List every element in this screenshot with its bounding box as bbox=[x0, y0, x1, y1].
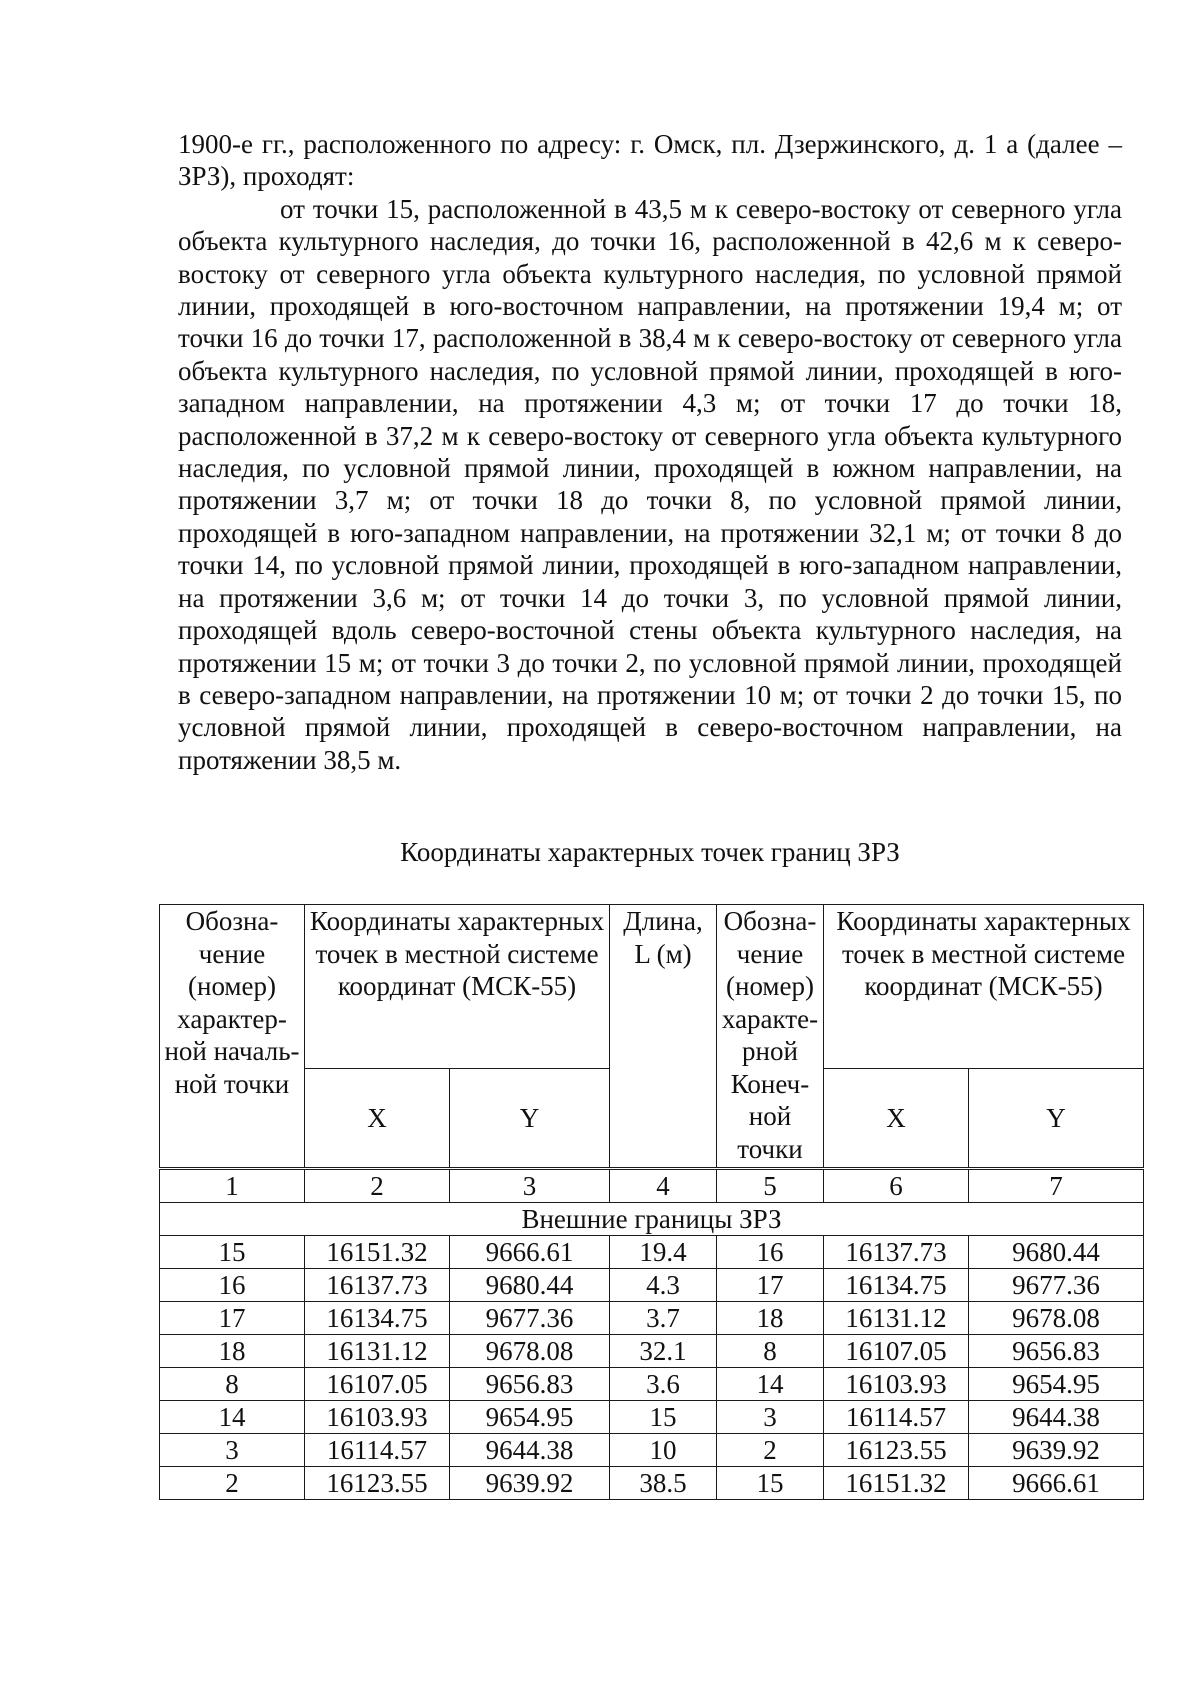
cell-y-start: 9656.83 bbox=[450, 1368, 610, 1401]
table-caption: Координаты характерных точек границ ЗРЗ bbox=[400, 837, 900, 867]
cell-x-end: 16123.55 bbox=[824, 1434, 969, 1467]
cell-x-start: 16131.12 bbox=[305, 1335, 450, 1368]
paragraph-intro: 1900-е гг., расположенного по адресу: г. Омск, пл. Дзержинского, д. 1 а (далее – ЗРЗ), проходят: bbox=[178, 129, 1122, 192]
header-coords-start: Координаты характерных точек в местной системе координат (МСК-55) bbox=[305, 905, 610, 1069]
cell-x-start: 16134.75 bbox=[305, 1302, 450, 1335]
cell-y-start: 9666.61 bbox=[450, 1236, 610, 1269]
paragraph-boundary-description: от точки 15, расположенной в 43,5 м к северо-востоку от северного угла объекта культурного наследия, до точки 16, расположенной в 42,6 м к северо-востоку от северного угла объекта культурного наследия, по условной прямой линии, проходящей в юго-восточном направлении, на протяжении 19,4 м; от точки 16 до точки 17, расположенной в 38,4 м к северо-востоку от северного угла объекта культурного наследия, по условной прямой линии, проходящей в юго-западном направлении, на протяжении 4,3 м; от точки 17 до точки 18, расположенной в 37,2 м к северо-востоку от северного угла объекта культурного наследия, по условной прямой линии, проходящей в южном направлении, на протяжении 3,7 м; от точки 18 до точки 8, по условной прямой линии, проходящей в юго-западном направлении, на протяжении 32,1 м; от точки 8 до точки 14, по условной прямой линии, проходящей в юго-западном направлении, на протяжении 3,6 м; от точки 14 до точки 3, по условной прямой линии, проходящей вдоль северо-восточной стены объекта культурного наследия, на протяжении 15 м; от точки 3 до точки 2, по условной прямой линии, проходящей в северо-западном направлении, на протяжении 10 м; от точки 2 до точки 15, по условной прямой линии, проходящей в северо-восточном направлении, на протяжении 38,5 м. bbox=[178, 193, 1122, 775]
column-number: 3 bbox=[450, 1169, 610, 1203]
cell-end-point: 17 bbox=[717, 1269, 824, 1302]
cell-length: 3.7 bbox=[610, 1302, 717, 1335]
column-number: 7 bbox=[969, 1169, 1144, 1203]
cell-y-end: 9656.83 bbox=[969, 1335, 1144, 1368]
cell-start-point: 14 bbox=[160, 1401, 305, 1434]
table-row bbox=[160, 1434, 1144, 1467]
cell-x-start: 16103.93 bbox=[305, 1401, 450, 1434]
cell-y-end: 9677.36 bbox=[969, 1269, 1144, 1302]
table-row bbox=[160, 1269, 1144, 1302]
header-end-point: Обозна-чение (номер) характе-рной Конеч-ной точки bbox=[717, 905, 824, 1169]
header-x-start: X bbox=[305, 1069, 450, 1169]
cell-end-point: 2 bbox=[717, 1434, 824, 1467]
table-header-row bbox=[160, 905, 1144, 1069]
column-number: 4 bbox=[610, 1169, 717, 1203]
cell-x-start: 16123.55 bbox=[305, 1467, 450, 1500]
coordinates-table bbox=[159, 904, 1144, 1500]
cell-length: 19.4 bbox=[610, 1236, 717, 1269]
cell-y-end: 9678.08 bbox=[969, 1302, 1144, 1335]
cell-y-start: 9644.38 bbox=[450, 1434, 610, 1467]
table-row bbox=[160, 1302, 1144, 1335]
cell-x-end: 16134.75 bbox=[824, 1269, 969, 1302]
column-number: 2 bbox=[305, 1169, 450, 1203]
cell-length: 32.1 bbox=[610, 1335, 717, 1368]
cell-start-point: 18 bbox=[160, 1335, 305, 1368]
table-row bbox=[160, 1401, 1144, 1434]
cell-length: 15 bbox=[610, 1401, 717, 1434]
table-row bbox=[160, 1467, 1144, 1500]
cell-y-start: 9639.92 bbox=[450, 1467, 610, 1500]
cell-x-end: 16114.57 bbox=[824, 1401, 969, 1434]
column-number: 1 bbox=[160, 1169, 305, 1203]
cell-end-point: 8 bbox=[717, 1335, 824, 1368]
cell-start-point: 2 bbox=[160, 1467, 305, 1500]
header-start-point: Обозна-чение (номер) характер-ной началь-ной точки bbox=[160, 905, 305, 1169]
cell-start-point: 17 bbox=[160, 1302, 305, 1335]
column-number-row bbox=[160, 1169, 1144, 1203]
cell-y-start: 9677.36 bbox=[450, 1302, 610, 1335]
body-text bbox=[178, 128, 1122, 776]
cell-end-point: 18 bbox=[717, 1302, 824, 1335]
cell-y-start: 9654.95 bbox=[450, 1401, 610, 1434]
coordinates-table-wrapper bbox=[159, 904, 1143, 1500]
cell-start-point: 8 bbox=[160, 1368, 305, 1401]
cell-x-end: 16151.32 bbox=[824, 1467, 969, 1500]
cell-length: 10 bbox=[610, 1434, 717, 1467]
cell-x-start: 16137.73 bbox=[305, 1269, 450, 1302]
cell-end-point: 16 bbox=[717, 1236, 824, 1269]
header-length: Длина, L (м) bbox=[610, 905, 717, 1169]
cell-y-end: 9680.44 bbox=[969, 1236, 1144, 1269]
cell-x-end: 16137.73 bbox=[824, 1236, 969, 1269]
cell-length: 3.6 bbox=[610, 1368, 717, 1401]
cell-y-end: 9644.38 bbox=[969, 1401, 1144, 1434]
cell-x-start: 16151.32 bbox=[305, 1236, 450, 1269]
cell-end-point: 14 bbox=[717, 1368, 824, 1401]
section-row bbox=[160, 1203, 1144, 1236]
cell-start-point: 16 bbox=[160, 1269, 305, 1302]
column-number: 5 bbox=[717, 1169, 824, 1203]
cell-x-end: 16131.12 bbox=[824, 1302, 969, 1335]
cell-x-start: 16114.57 bbox=[305, 1434, 450, 1467]
cell-start-point: 15 bbox=[160, 1236, 305, 1269]
header-coords-end: Координаты характерных точек в местной системе координат (МСК-55) bbox=[824, 905, 1144, 1069]
header-x-end: X bbox=[824, 1069, 969, 1169]
cell-length: 4.3 bbox=[610, 1269, 717, 1302]
cell-y-start: 9680.44 bbox=[450, 1269, 610, 1302]
cell-length: 38.5 bbox=[610, 1467, 717, 1500]
header-y-end: Y bbox=[969, 1069, 1144, 1169]
cell-x-end: 16103.93 bbox=[824, 1368, 969, 1401]
cell-x-end: 16107.05 bbox=[824, 1335, 969, 1368]
table-row bbox=[160, 1368, 1144, 1401]
table-row bbox=[160, 1335, 1144, 1368]
cell-end-point: 15 bbox=[717, 1467, 824, 1500]
header-y-start: Y bbox=[450, 1069, 610, 1169]
cell-start-point: 3 bbox=[160, 1434, 305, 1467]
cell-y-start: 9678.08 bbox=[450, 1335, 610, 1368]
cell-y-end: 9666.61 bbox=[969, 1467, 1144, 1500]
column-number: 6 bbox=[824, 1169, 969, 1203]
table-row bbox=[160, 1236, 1144, 1269]
section-title: Внешние границы ЗРЗ bbox=[160, 1203, 1144, 1236]
table-body bbox=[160, 1236, 1144, 1500]
cell-y-end: 9639.92 bbox=[969, 1434, 1144, 1467]
cell-x-start: 16107.05 bbox=[305, 1368, 450, 1401]
cell-y-end: 9654.95 bbox=[969, 1368, 1144, 1401]
cell-end-point: 3 bbox=[717, 1401, 824, 1434]
